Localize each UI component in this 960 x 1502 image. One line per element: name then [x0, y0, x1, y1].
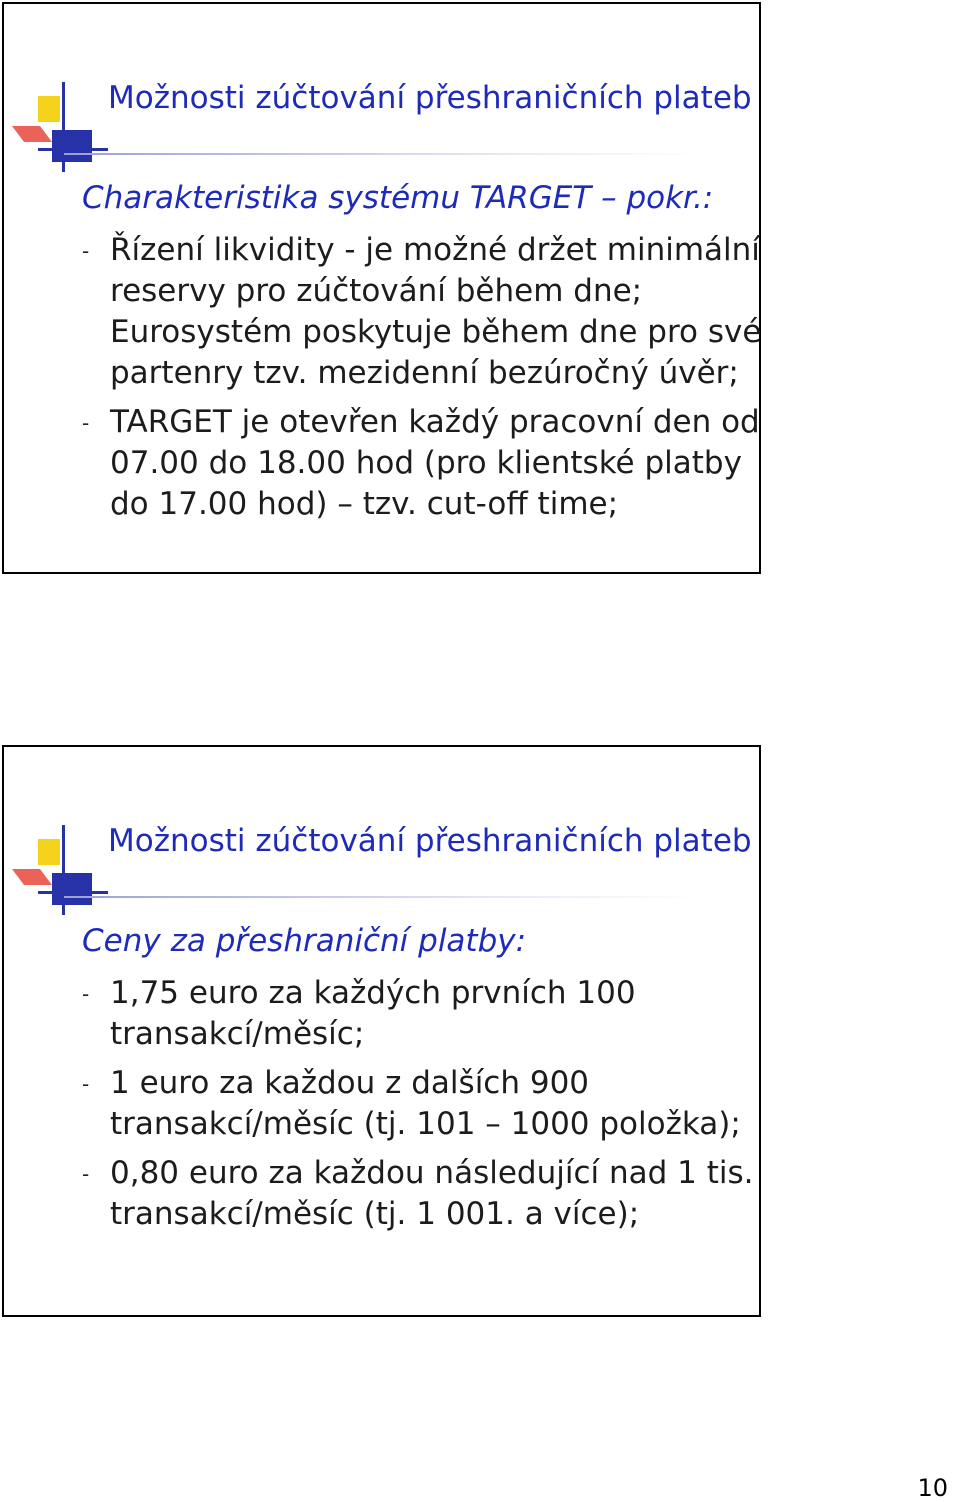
- bullet-line: transakcí/měsíc (tj. 1 001. a více);: [110, 1196, 640, 1232]
- slide-subtitle: Ceny za přeshraniční platby:: [82, 923, 527, 959]
- bullet-item: [82, 973, 754, 1055]
- slide-subtitle: Charakteristika systému TARGET – pokr.:: [82, 180, 714, 216]
- bullet-line: partenry tzv. mezidenní bezúročný úvěr;: [110, 355, 739, 391]
- slide-logo-icon: [12, 82, 112, 172]
- slide-2: [2, 745, 761, 1317]
- bullet-list: [82, 973, 754, 1243]
- bullet-line: transakcí/měsíc;: [110, 1016, 365, 1052]
- bullet-line: Řízení likvidity - je možné držet minimální: [110, 232, 760, 268]
- bullet-line: 0,80 euro za každou následující nad 1 tis.: [110, 1155, 754, 1191]
- bullet-marker: -: [82, 982, 90, 1006]
- bullet-marker: -: [82, 1162, 90, 1186]
- bullet-item: [82, 1063, 754, 1145]
- bullet-line: reservy pro zúčtování během dne;: [110, 273, 643, 309]
- bullet-marker: -: [82, 1072, 90, 1096]
- bullet-line: TARGET je otevřen každý pracovní den od: [110, 404, 760, 440]
- bullet-marker: -: [82, 239, 90, 263]
- bullet-line: transakcí/měsíc (tj. 101 – 1000 položka);: [110, 1106, 741, 1142]
- page-number: 10: [917, 1474, 948, 1502]
- bullet-line: 1,75 euro za každých prvních 100: [110, 975, 636, 1011]
- bullet-item: [82, 1153, 754, 1235]
- bullet-line: do 17.00 hod) – tzv. cut-off time;: [110, 486, 619, 522]
- bullet-line: 1 euro za každou z dalších 900: [110, 1065, 590, 1101]
- slide-title: Možnosti zúčtování přeshraničních plateb: [108, 80, 752, 116]
- slide-1: [2, 2, 761, 574]
- bullet-list: [82, 230, 761, 533]
- slide-title: Možnosti zúčtování přeshraničních plateb: [108, 823, 752, 859]
- bullet-line: Eurosystém poskytuje během dne pro své: [110, 314, 762, 350]
- slide-logo-icon: [12, 825, 112, 915]
- title-divider: [64, 896, 699, 898]
- bullet-line: 07.00 do 18.00 hod (pro klientské platby: [110, 445, 742, 481]
- title-divider: [64, 153, 699, 155]
- bullet-item: [82, 230, 761, 394]
- bullet-marker: -: [82, 411, 90, 435]
- bullet-item: [82, 402, 761, 525]
